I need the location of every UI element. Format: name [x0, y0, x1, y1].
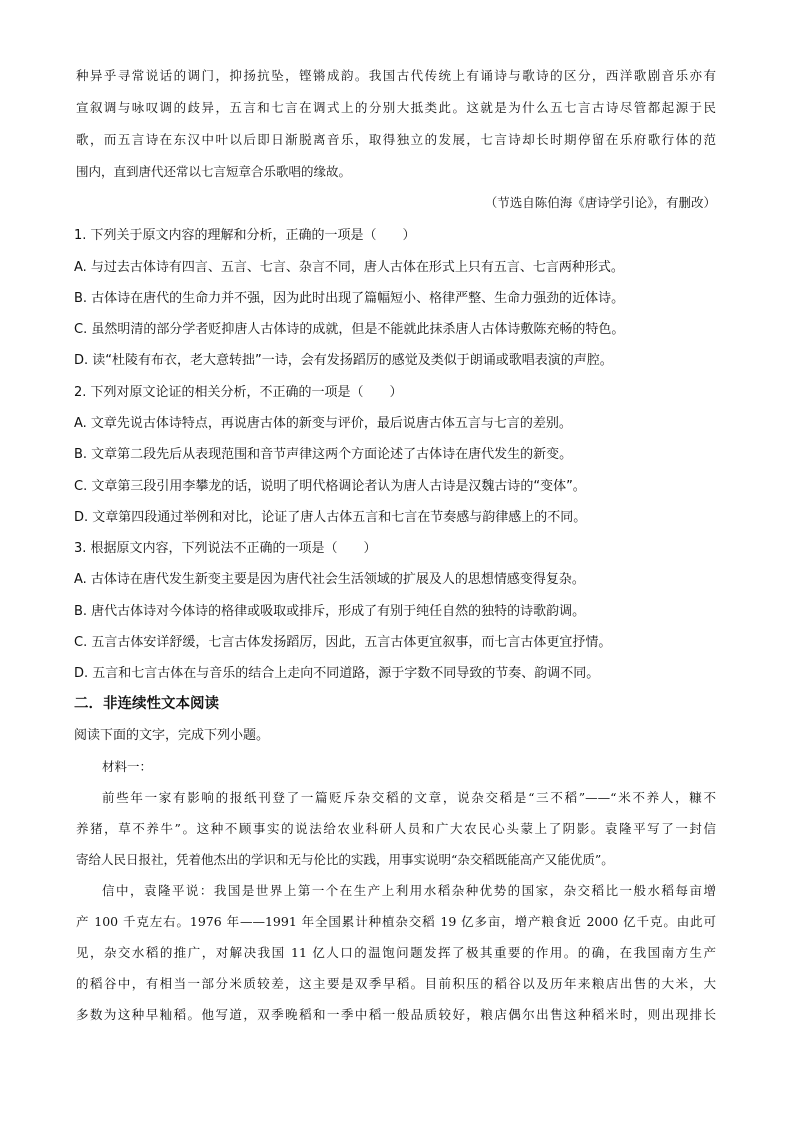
- section-heading: 二．非连续性文本阅读: [74, 696, 219, 712]
- question-option: B. 唐代古体诗对今体诗的格律或吸取或排斥，形成了有别于纯任自然的独特的诗歌韵调。: [74, 604, 586, 619]
- question-option: B. 古体诗在唐代的生命力并不强，因为此时出现了篇幅短小、格律严整、生命力强劲的近体诗。: [74, 291, 625, 306]
- question-stem: 3. 根据原文内容，下列说法不正确的一项是（ ）: [74, 541, 377, 556]
- material-line: 的稻谷中，有相当一部分米质较差，这主要是双季早稻。目前积压的稻谷以及历年来粮店出售的大米，大: [76, 976, 716, 991]
- question-stem: 2. 下列对原文论证的相关分析，不正确的一项是（ ）: [74, 385, 403, 400]
- material-line: 多数为这种早籼稻。他写道，双季晚稻和一季中稻一般品质较好，粮店偶尔出售这种稻米时，则出现排长: [76, 1007, 716, 1022]
- question-option: A. 文章先说古体诗特点，再说唐古体的新变与评价，最后说唐古体五言与七言的差别。: [74, 416, 572, 431]
- question-option: A. 古体诗在唐代发生新变主要是因为唐代社会生活领域的扩展及人的思想情感变得复杂。: [74, 572, 585, 587]
- question-option: C. 文章第三段引用李攀龙的话，说明了明代格调论者认为唐人古诗是汉魏古诗的“变体”。: [74, 479, 586, 494]
- material-label: 材料一：: [102, 759, 153, 774]
- material-line: 见，杂交水稻的推广，对解决我国 11 亿人口的温饱问题发挥了极其重要的作用。的确，在我国南方生产: [76, 945, 716, 960]
- question-stem: 1. 下列关于原文内容的理解和分析，正确的一项是（ ）: [74, 228, 416, 243]
- material-line: 寄给人民日报社，凭着他杰出的学识和无与伦比的实践，用事实说明“杂交稻既能高产又能优质”。: [76, 852, 614, 867]
- passage-source: （节选自陈伯海《唐诗学引论》，有删改）: [484, 195, 716, 210]
- material-line: 产 100 千克左右。1976 年——1991 年全国累计种植杂交稻 19 亿多亩，增产粮食近 2000 亿千克。由此可: [76, 914, 716, 929]
- question-option: A. 与过去古体诗有四言、五言、七言、杂言不同，唐人古体在形式上只有五言、七言两种形式。: [74, 260, 624, 275]
- question-option: D. 读“杜陵有布衣，老大意转拙”一诗，会有发扬蹈厉的感觉及类似于朗诵或歌唱表演的声腔。: [74, 353, 613, 368]
- material-line: 养猪，草不养牛”。这种不顾事实的说法给农业科研人员和广大农民心头蒙上了阴影。袁隆平写了一封信: [76, 821, 716, 836]
- question-option: D. 五言和七言古体在与音乐的结合上走向不同道路，源于字数不同导致的节奏、韵调不同。: [74, 666, 600, 681]
- passage-line: 种异乎寻常说话的调门，抑扬抗坠，铿锵成韵。我国古代传统上有诵诗与歌诗的区分，西洋歌剧音乐亦有: [76, 68, 716, 83]
- material-line: 前些年一家有影响的报纸刊登了一篇贬斥杂交稻的文章，说杂交稻是“三不稻”——“米不养人，糠不: [102, 790, 716, 805]
- section-instruction: 阅读下面的文字，完成下列小题。: [74, 728, 270, 743]
- passage-line: 宣叙调与咏叹调的歧异，五言和七言在调式上的分别大抵类此。这就是为什么五七言古诗尽管都起源于民: [76, 100, 716, 115]
- question-option: C. 虽然明清的部分学者贬抑唐人古体诗的成就，但是不能就此抹杀唐人古体诗敷陈充畅的特色。: [74, 322, 625, 337]
- material-line: 信中，袁隆平说：我国是世界上第一个在生产上利用水稻杂种优势的国家，杂交稻比一般水稻每亩增: [102, 883, 716, 898]
- passage-line: 歌，而五言诗在东汉中叶以后即日渐脱离音乐，取得独立的发展，七言诗却长时期停留在乐府歌行体的范: [76, 132, 716, 147]
- question-option: C. 五言古体安详舒缓，七言古体发扬蹈厉，因此，五言古体更宜叙事，而七言古体更宜抒情。: [74, 635, 612, 650]
- question-option: B. 文章第二段先后从表现范围和音节声律这两个方面论述了古体诗在唐代发生的新变。: [74, 447, 573, 462]
- question-option: D. 文章第四段通过举例和对比，论证了唐人古体五言和七言在节奏感与韵律感上的不同。: [74, 510, 587, 525]
- passage-line: 围内，直到唐代还常以七言短章合乐歌唱的缘故。: [76, 164, 352, 179]
